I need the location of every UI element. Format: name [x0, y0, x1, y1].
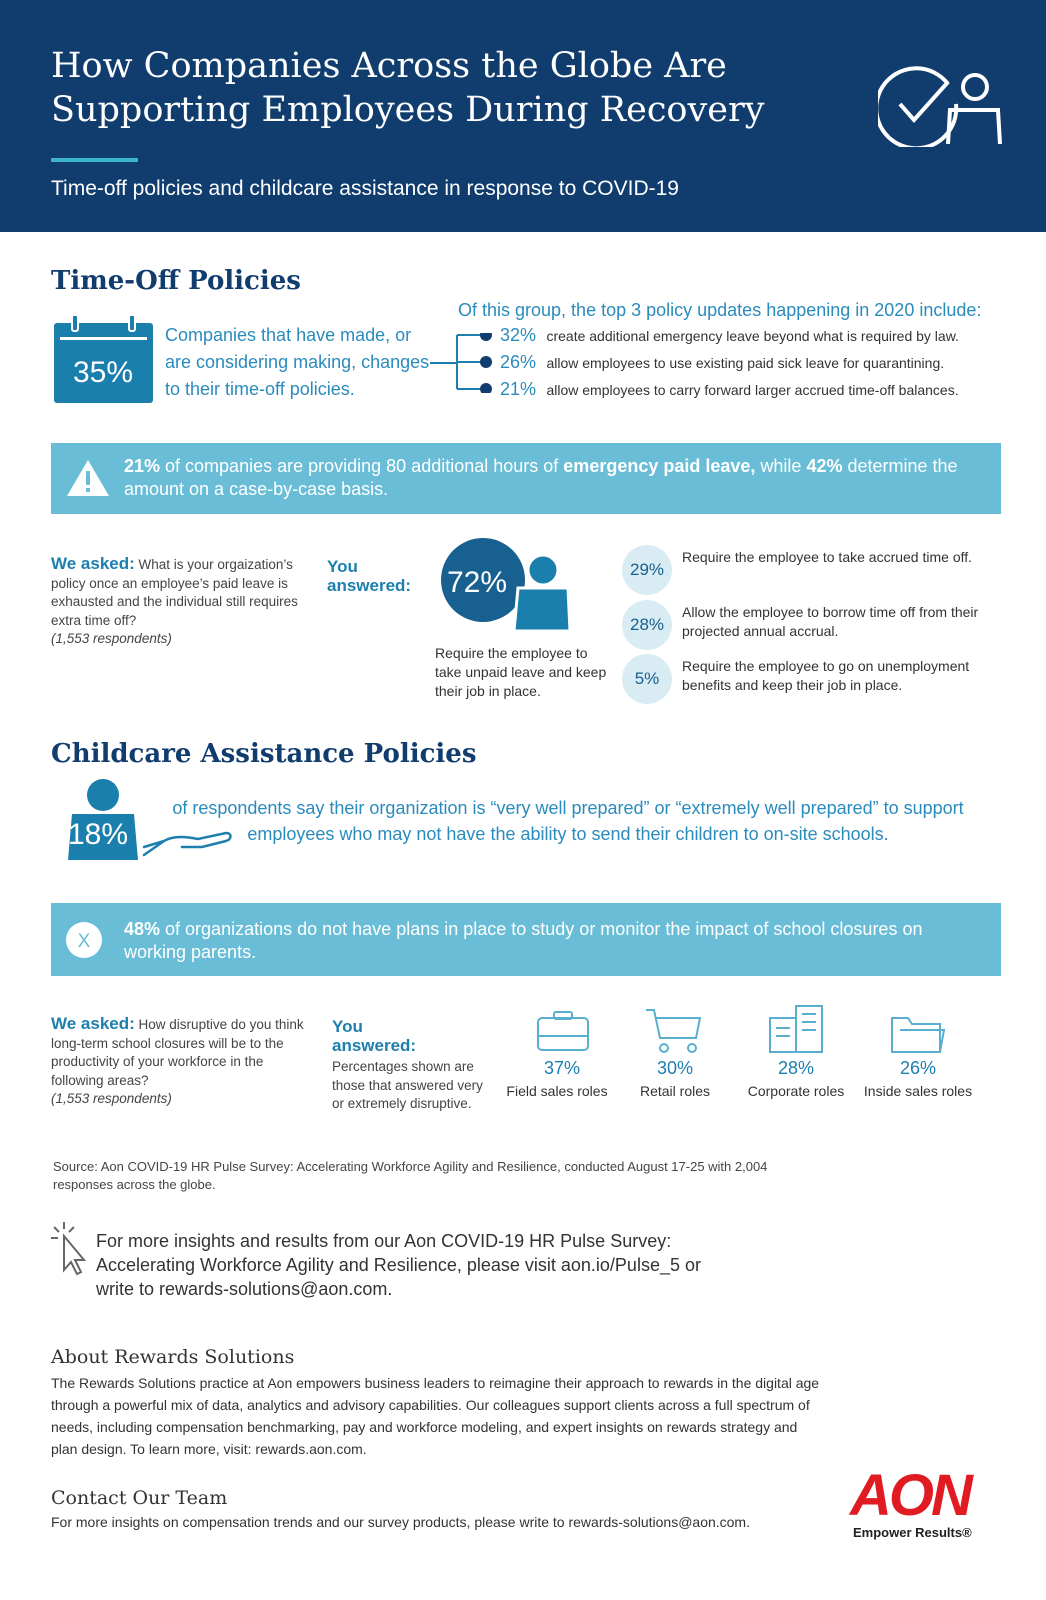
- main-answer-text: Require the employee to take unpaid leave and keep their job in place.: [435, 645, 607, 699]
- person-icon: [510, 553, 572, 633]
- source-note: Source: Aon COVID-19 HR Pulse Survey: Accelerating Workforce Agility and Resilience, conducted August 17-25 with 2,004 responses across the globe.: [53, 1159, 768, 1192]
- x-circle-icon: [65, 921, 103, 959]
- you-answered-label: You answered:: [332, 1017, 417, 1055]
- emergency-leave-text: 21% of companies are providing 80 additional hours of emergency paid leave, while 42% determine the amount on a case-by-case basis.: [124, 456, 958, 499]
- aon-tagline: Empower Results®: [853, 1525, 972, 1540]
- answer-text: Allow the employee to borrow time off from their projected annual accrual.: [682, 604, 979, 639]
- school-closures-text: 48% of organizations do not have plans in place to study or monitor the impact of school closures on working parents.: [124, 919, 923, 962]
- check-person-icon: [878, 62, 1003, 147]
- briefcase-icon: [535, 1010, 591, 1054]
- policy-pct: 21%: [500, 379, 537, 399]
- answer-pct: 28%: [622, 600, 672, 650]
- role-pct: 28%: [777, 1058, 815, 1078]
- policy-text: create additional emergency leave beyond what is required by law.: [546, 328, 959, 344]
- answer-text: Require the employee to go on unemployment benefits and keep their job in place.: [682, 658, 970, 693]
- contact-text: For more insights on compensation trends and our survey products, please write to rewards-solutions@aon.com.: [51, 1514, 750, 1530]
- header-banner: [0, 0, 1046, 232]
- childcare-section-title: Childcare Assistance Policies: [51, 739, 477, 769]
- svg-text:X: X: [77, 931, 91, 952]
- main-answer-pct: 72%: [447, 566, 508, 599]
- warning-icon: [66, 458, 110, 498]
- emergency-leave-banner: [51, 443, 1001, 514]
- shopping-cart-icon: [644, 1008, 704, 1054]
- policy-pct: 26%: [500, 352, 537, 372]
- title-underline: [51, 158, 138, 162]
- childcare-stat: 18%: [68, 818, 129, 851]
- role-label: Inside sales roles: [863, 1083, 973, 1099]
- calendar-icon: [52, 315, 155, 405]
- policy-text: allow employees to carry forward larger accrued time-off balances.: [546, 382, 959, 398]
- role-label: Retail roles: [639, 1083, 711, 1099]
- about-title: About Rewards Solutions: [51, 1346, 295, 1368]
- cursor-click-icon: [50, 1220, 90, 1276]
- question-block: We asked: What is your orgaization’s policy once an employee’s paid leave is exhausted and the individual still requires extra time off? (1,553 respondents): [51, 554, 298, 646]
- prepared-text: of respondents say their organization is “very well prepared” or “extremely well prepared” to support employees who may not have the ability to send their children to on-site schools.: [172, 798, 964, 844]
- folder-icon: [890, 1010, 946, 1054]
- you-answered-label: You answered:: [327, 557, 412, 595]
- policy-text: allow employees to use existing paid sick leave for quarantining.: [546, 355, 945, 371]
- school-closures-banner: [51, 903, 1001, 976]
- role-pct: 37%: [543, 1058, 581, 1078]
- timeoff-description: Companies that have made, or are considering making, changes to their time-off policies.: [165, 325, 430, 399]
- page-title: How Companies Across the Globe Are Supporting Employees During Recovery: [51, 46, 765, 130]
- answer-text: Require the employee to take accrued time off.: [682, 549, 973, 565]
- policy-item: [500, 379, 959, 400]
- answer-pct: 29%: [622, 545, 672, 595]
- answer-pct: 5%: [622, 654, 672, 704]
- page-subtitle: Time-off policies and childcare assistance in response to COVID-19: [51, 177, 679, 200]
- connector-lines: [430, 333, 500, 393]
- top3-title: Of this group, the top 3 policy updates happening in 2020 include:: [458, 300, 982, 320]
- answered-note: Percentages shown are those that answered very or extremely disruptive.: [332, 1059, 483, 1111]
- about-text: The Rewards Solutions practice at Aon empowers business leaders to reimagine their approach to rewards in the digital age through a powerful mix of data, analytics and advisory capabilities. Our colleagues support clients across a full spectrum of needs, including compensation benchmarking, pay and workforce modeling, and expert insights on rewards strategy and plan design. To learn more, visit: rewards.aon.com.: [51, 1375, 820, 1457]
- policy-pct: 32%: [500, 325, 537, 345]
- timeoff-stat: 35%: [72, 356, 134, 389]
- role-pct: 30%: [656, 1058, 694, 1078]
- policy-item: [500, 352, 944, 373]
- office-building-icon: [766, 1004, 826, 1054]
- role-label: Corporate roles: [747, 1083, 845, 1099]
- contact-title: Contact Our Team: [51, 1487, 228, 1509]
- more-insights-text: For more insights and results from our Aon COVID-19 HR Pulse Survey: Accelerating Workforce Agility and Resilience, please visit aon.io/Pulse_5 or write to rewards-solutions@aon.com.: [96, 1231, 701, 1299]
- role-pct: 26%: [899, 1058, 937, 1078]
- aon-logo: AON: [850, 1463, 970, 1528]
- question-block: We asked: How disruptive do you think long-term school closures will be to the productivity of your workforce in the following areas? (1,553 respondents): [51, 1014, 304, 1106]
- role-label: Field sales roles: [506, 1083, 608, 1099]
- policy-item: [500, 325, 959, 346]
- timeoff-section-title: Time-Off Policies: [51, 266, 301, 296]
